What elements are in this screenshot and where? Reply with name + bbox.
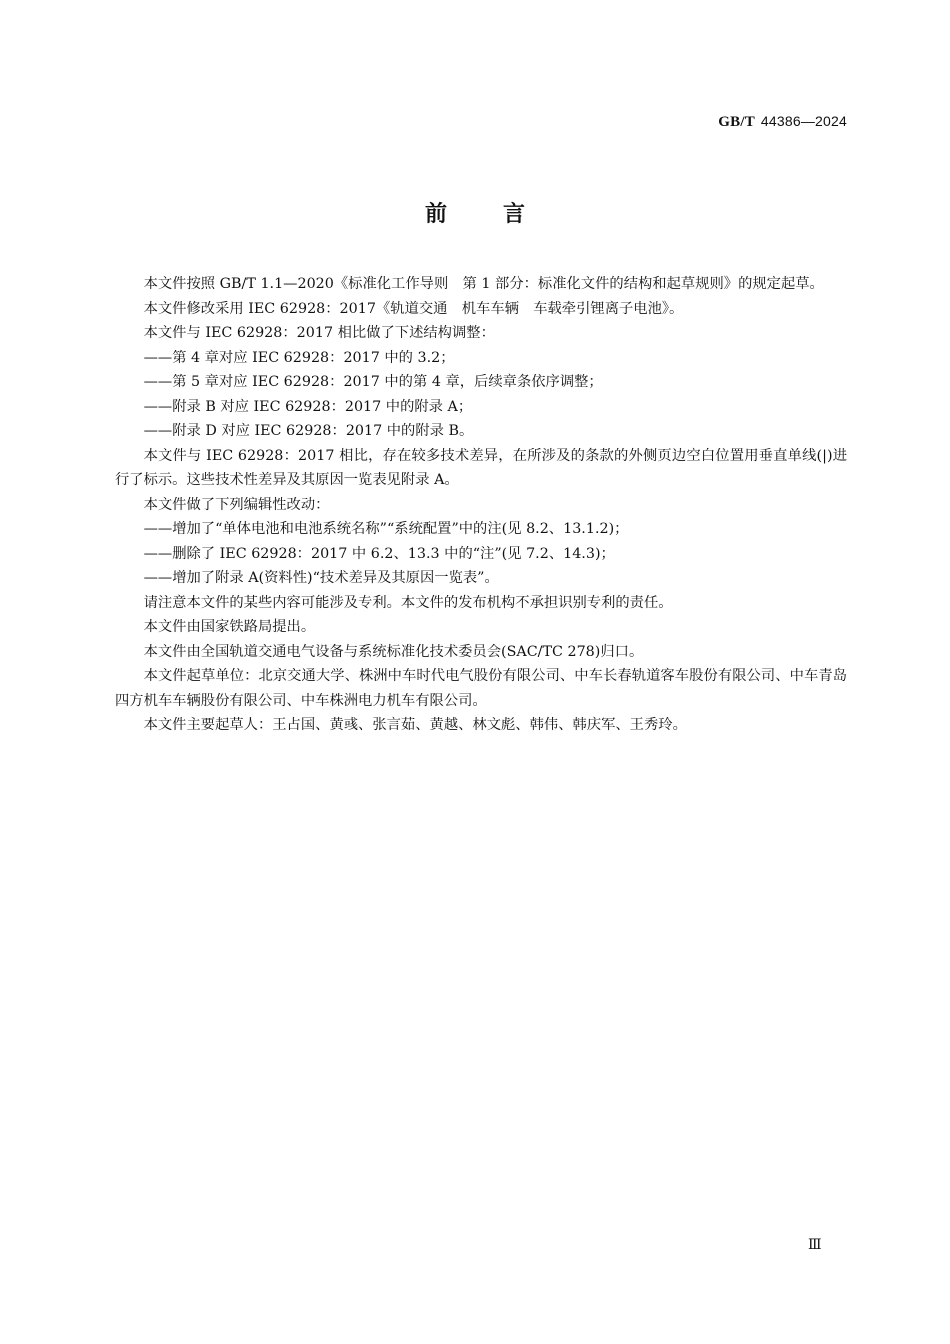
paragraph-drafters: 本文件主要起草人：王占国、黄彧、张言茹、黄越、林文彪、韩伟、韩庆军、王秀玲。 — [143, 717, 687, 733]
paragraph-drafting-rules: 本文件按照 GB/T 1.1—2020《标准化工作导则 第 1 部分：标准化文件的结构和起草规则》的规定起草。 — [143, 276, 824, 292]
list-item: ——增加了附录 A(资料性)“技术差异及其原因一览表”。 — [143, 570, 499, 586]
page-number: Ⅲ — [808, 1237, 821, 1253]
paragraph-drafting-units: 本文件起草单位：北京交通大学、株洲中车时代电气股份有限公司、中车长春轨道客车股份有限公司、中车青岛四方机车车辆股份有限公司、中车株洲电力机车有限公司。 — [115, 668, 847, 709]
list-item: ——附录 B 对应 IEC 62928：2017 中的附录 A； — [143, 398, 473, 415]
paragraph-technical-deviations: 本文件与 IEC 62928：2017 相比，存在较多技术差异，在所涉及的条款的外侧页边空白位置用垂直单线(|)进行了标示。这些技术性差异及其原因一览表见附录 A。 — [115, 447, 847, 488]
list-item: ——附录 D 对应 IEC 62928：2017 中的附录 B。 — [143, 423, 474, 439]
paragraph-proposer: 本文件由国家铁路局提出。 — [143, 619, 316, 635]
standard-code-prefix: GB/T — [718, 114, 755, 130]
list-item: ——第 4 章对应 IEC 62928：2017 中的 3.2； — [143, 349, 455, 366]
standard-code — [718, 113, 847, 131]
standard-code-number: 44386—2024 — [760, 113, 847, 129]
paragraph-adoption: 本文件修改采用 IEC 62928：2017《轨道交通 机车车辆 车载牵引锂离子电池》。 — [143, 300, 684, 317]
paragraph-patent-notice: 请注意本文件的某些内容可能涉及专利。本文件的发布机构不承担识别专利的责任。 — [143, 594, 673, 611]
paragraph-structural-changes: 本文件与 IEC 62928：2017 相比做了下述结构调整： — [143, 325, 495, 341]
paragraph-committee: 本文件由全国轨道交通电气设备与系统标准化技术委员会(SAC/TC 278)归口。 — [143, 643, 644, 660]
list-item: ——删除了 IEC 62928：2017 中 6.2、13.3 中的“注”(见 7.2、14.3)； — [143, 545, 615, 562]
list-item: ——第 5 章对应 IEC 62928：2017 中的第 4 章，后续章条依序调整； — [143, 374, 603, 390]
paragraph-editorial-changes: 本文件做了下列编辑性改动： — [143, 496, 330, 513]
foreword-body — [115, 272, 847, 738]
list-item: ——增加了“单体电池和电池系统名称”“系统配置”中的注(见 8.2、13.1.2)； — [143, 521, 629, 537]
page-title: 前言 — [424, 202, 581, 227]
